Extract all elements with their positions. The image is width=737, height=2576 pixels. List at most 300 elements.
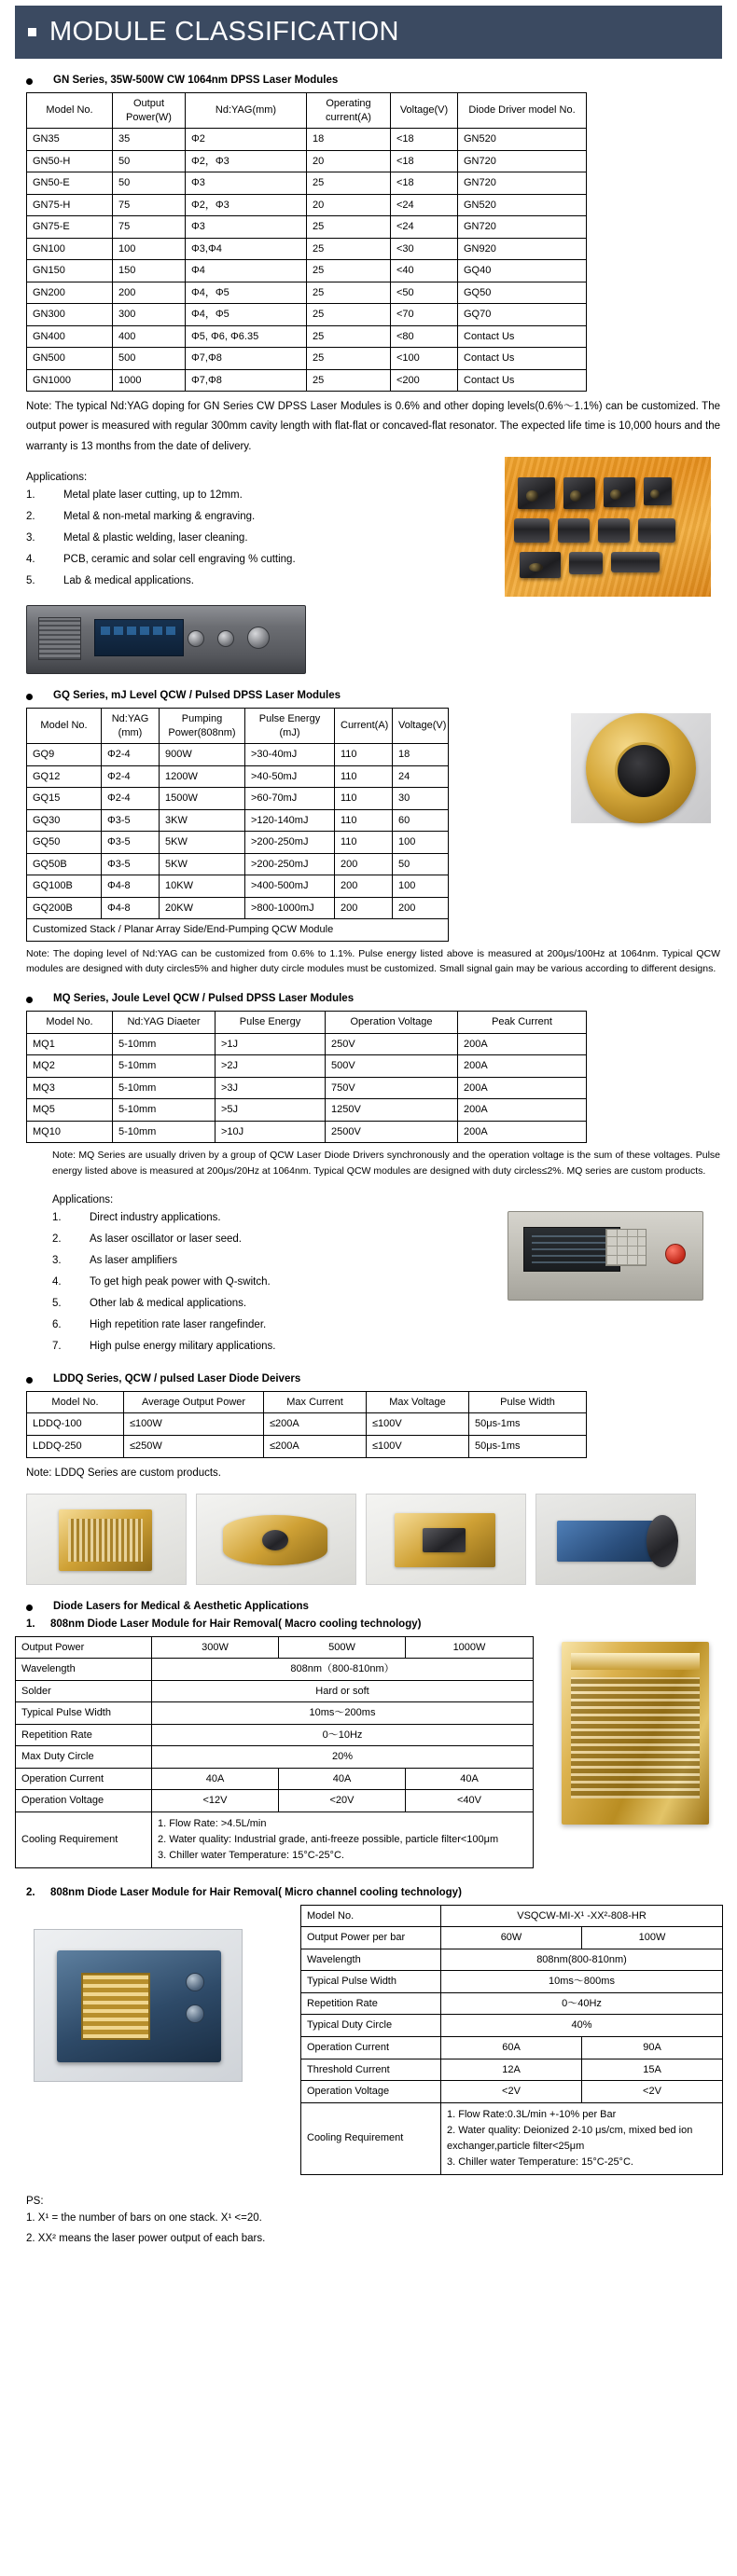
cell-current: 110 <box>335 744 393 766</box>
cell-value: 808nm(800-810nm) <box>441 1949 723 1971</box>
cell-model: GN50-H <box>27 150 113 172</box>
table-row <box>301 1927 723 1949</box>
table-row <box>27 1121 587 1143</box>
row-label-duty-circle: Max Duty Circle <box>16 1746 152 1769</box>
col-pumping-power: Pumping Power(808nm) <box>160 709 245 744</box>
col-ndyag: Nd:YAG (mm) <box>102 709 160 744</box>
section-heading-gn <box>26 75 737 86</box>
cell-voltage: <40 <box>391 260 458 282</box>
cell-voltage: <100 <box>391 348 458 370</box>
cell-power: 75 <box>113 194 186 216</box>
cell-diameter: 5-10mm <box>113 1099 216 1122</box>
cell-value: 12A <box>441 2059 582 2081</box>
row-label-cooling: Cooling Requirement <box>301 2102 441 2174</box>
cell-current: 25 <box>307 348 391 370</box>
cell-model: MQ1 <box>27 1033 113 1055</box>
cell-max-current: ≤200A <box>264 1436 367 1458</box>
cell-value: 40% <box>441 2015 723 2037</box>
cell-voltage: 24 <box>393 765 449 788</box>
cell-pump: 900W <box>160 744 245 766</box>
row-label-threshold-current: Threshold Current <box>301 2059 441 2081</box>
cell-ndyag: Φ3 <box>186 172 307 195</box>
subsection-title: 808nm Diode Laser Module for Hair Removal( Micro channel cooling technology) <box>50 1886 462 1898</box>
cooling-item: 3. Chiller water Temperature: 15°C-25°C. <box>447 2156 633 2168</box>
cell-power: 300 <box>113 304 186 326</box>
micro-cooling-spec-table <box>300 1905 723 2175</box>
table-row <box>27 238 587 260</box>
cell-model: GQ30 <box>27 809 102 832</box>
col-peak-current: Peak Current <box>458 1012 587 1034</box>
cell-model: GN50-E <box>27 172 113 195</box>
list-text: Direct industry applications. <box>90 1211 221 1223</box>
cell-energy: >60-70mJ <box>245 788 335 810</box>
col-model: Model No. <box>27 1012 113 1034</box>
table-row <box>27 282 587 304</box>
list-item <box>52 1336 737 1357</box>
table-row <box>27 765 449 788</box>
cell-voltage: <70 <box>391 304 458 326</box>
col-avg-output-power: Average Output Power <box>124 1391 264 1413</box>
cell-model: MQ10 <box>27 1121 113 1143</box>
cell-pump: 1200W <box>160 765 245 788</box>
cell-diameter: 5-10mm <box>113 1077 216 1099</box>
cell-voltage: 30 <box>393 788 449 810</box>
cell-model: GN500 <box>27 348 113 370</box>
cell-model: GN35 <box>27 129 113 151</box>
list-index: 5. <box>52 1297 62 1309</box>
table-row <box>27 150 587 172</box>
cell-voltage: <50 <box>391 282 458 304</box>
cell-current: 110 <box>335 832 393 854</box>
cell-diameter: 5-10mm <box>113 1055 216 1078</box>
cell-voltage: 100 <box>393 832 449 854</box>
col-model: Model No. <box>27 709 102 744</box>
cell-avg-power: ≤250W <box>124 1436 264 1458</box>
cell-model: GQ200B <box>27 897 102 919</box>
table-row <box>301 1971 723 1993</box>
cell-current: 200 <box>335 897 393 919</box>
photo-808nm-diode-stack <box>562 1642 709 1825</box>
lddq-note: Note: LDDQ Series are custom products. <box>26 1467 221 1479</box>
gq-spec-table <box>26 708 449 942</box>
cooling-item: 2. Water quality: Deionized 2-10 μs/cm, mixed bed ion exchanger,particle filter<25μm <box>447 2124 693 2152</box>
photo-gold-cavity-module <box>366 1494 526 1585</box>
cell-current: 200 <box>335 853 393 875</box>
cell-energy: >30-40mJ <box>245 744 335 766</box>
lddq-table-body <box>27 1413 587 1457</box>
panel-keypad <box>605 1229 647 1266</box>
section-heading-gq <box>26 690 737 701</box>
table-row <box>16 1680 534 1702</box>
ps-title: PS: <box>26 2195 44 2207</box>
photo-gold-bar-module <box>26 1494 187 1585</box>
cell-driver: GN720 <box>458 172 587 195</box>
row-label-operation-voltage: Operation Voltage <box>301 2081 441 2103</box>
cell-energy: >10J <box>216 1121 326 1143</box>
col-model: Model No. <box>27 93 113 129</box>
photo-qcw-stack-module <box>196 1494 356 1585</box>
gq-note: Note: The doping level of Nd:YAG can be customized from 0.6% to 1.1%. Pulse energy listed above is measured at 200μs/100Hz at 1064nm. Typical QCW modules are designed with duty circles5% and higher duty circle modules must be customized. Small signal gain may be various according to different designs. <box>26 947 720 975</box>
photo-micro-channel-module <box>34 1929 243 2082</box>
cell-ndyag: Φ4 <box>186 260 307 282</box>
table-row <box>16 1659 534 1681</box>
cell-ndyag: Φ4，Φ5 <box>186 282 307 304</box>
cooling-item: 1. Flow Rate:0.3L/min +-10% per Bar <box>447 2108 617 2120</box>
table-row <box>27 260 587 282</box>
cell-value: 15A <box>582 2059 723 2081</box>
col-voltage: Voltage(V) <box>391 93 458 129</box>
table-row <box>27 809 449 832</box>
cell-energy: >3J <box>216 1077 326 1099</box>
cell-model: GN400 <box>27 325 113 348</box>
cell-voltage: <18 <box>391 150 458 172</box>
gn-note: Note: The typical Nd:YAG doping for GN Series CW DPSS Laser Modules is 0.6% and other doping levels(0.6%～1.1%) can be customized. The output power is measured with regular 300mm cavity length with flat-flat or concaved-flat resonator. The expected life time is 10,000 hours and the warranty is 13 months from the date of delivery. <box>26 401 720 452</box>
cell-value: 40A <box>279 1768 406 1790</box>
cell-ndyag: Φ2，Φ3 <box>186 194 307 216</box>
list-index: 2. <box>52 1233 62 1245</box>
cell-value: 40A <box>152 1768 279 1790</box>
cell-model: GN200 <box>27 282 113 304</box>
list-index: 1. <box>52 1211 62 1223</box>
cell-ndyag: Φ3 <box>186 216 307 239</box>
catalog-page <box>0 6 737 2284</box>
lddq-heading-label: LDDQ Series, QCW / pulsed Laser Diode Deivers <box>53 1372 301 1384</box>
table-row <box>27 875 449 898</box>
list-index: 5. <box>26 575 35 587</box>
cell-current: 25 <box>307 172 391 195</box>
cell-ndyag: Φ2-4 <box>102 765 160 788</box>
cell-ndyag: Φ3-5 <box>102 853 160 875</box>
cell-voltage: 200 <box>393 897 449 919</box>
photo-rack-power-supply <box>26 605 737 674</box>
table-row <box>301 1949 723 1971</box>
cell-driver: GQ40 <box>458 260 587 282</box>
cell-pump: 3KW <box>160 809 245 832</box>
subsection-title: 808nm Diode Laser Module for Hair Removal( Macro cooling technology) <box>50 1618 422 1630</box>
cooling-item: 2. Water quality: Industrial grade, anti-freeze possible, particle filter<100μm <box>158 1833 499 1845</box>
cell-value: 20% <box>152 1746 534 1769</box>
table-row <box>27 919 449 942</box>
cell-voltage: 60 <box>393 809 449 832</box>
row-label-operation-current: Operation Current <box>301 2037 441 2059</box>
table-row <box>16 1811 534 1867</box>
col-driver-model: Diode Driver model No. <box>458 93 587 129</box>
cell-voltage: <80 <box>391 325 458 348</box>
list-index: 3. <box>26 532 35 544</box>
table-row <box>27 1077 587 1099</box>
cell-power: 35 <box>113 129 186 151</box>
ps-line-2: 2. XX² means the laser power output of each bars. <box>26 2233 266 2245</box>
photo-blue-laser-head <box>535 1494 696 1585</box>
cell-value: <12V <box>152 1790 279 1812</box>
cell-driver: Contact Us <box>458 325 587 348</box>
cell-power: 75 <box>113 216 186 239</box>
cell-power: 200 <box>113 282 186 304</box>
table-row <box>301 1992 723 2015</box>
table-row <box>301 2102 723 2174</box>
cell-model: GQ12 <box>27 765 102 788</box>
cell-current: 20 <box>307 194 391 216</box>
row-label-solder: Solder <box>16 1680 152 1702</box>
cell-voltage: <30 <box>391 238 458 260</box>
subsection-heading-808-micro <box>26 1887 737 1898</box>
cell-customized-stack: Customized Stack / Planar Array Side/End-Pumping QCW Module <box>27 919 449 942</box>
gn-heading-label: GN Series, 35W-500W CW 1064nm DPSS Laser Modules <box>53 75 339 86</box>
cell-energy: >5J <box>216 1099 326 1122</box>
table-row <box>27 325 587 348</box>
cell-peak-current: 200A <box>458 1077 587 1099</box>
cell-power: 50 <box>113 150 186 172</box>
table-row <box>27 304 587 326</box>
col-max-voltage: Max Voltage <box>367 1391 469 1413</box>
cell-value: <2V <box>441 2081 582 2103</box>
cell-ndyag: Φ5, Φ6, Φ6.35 <box>186 325 307 348</box>
cell-pump: 10KW <box>160 875 245 898</box>
col-ndyag-diameter: Nd:YAG Diaeter <box>113 1012 216 1034</box>
cell-voltage: 100 <box>393 875 449 898</box>
photo-control-panel-unit <box>508 1211 703 1301</box>
table-row <box>301 2059 723 2081</box>
cell-value: <2V <box>582 2081 723 2103</box>
cell-power: 500 <box>113 348 186 370</box>
cell-power: 150 <box>113 260 186 282</box>
col-operation-voltage: Operation Voltage <box>326 1012 458 1034</box>
cell-current: 25 <box>307 216 391 239</box>
cell-voltage: <200 <box>391 369 458 392</box>
cell-peak-current: 200A <box>458 1055 587 1078</box>
cell-energy: >2J <box>216 1055 326 1078</box>
cell-ndyag: Φ2，Φ3 <box>186 150 307 172</box>
col-output-power: Output Power(W) <box>113 93 186 129</box>
list-text: As laser amplifiers <box>90 1254 177 1266</box>
row-label-output-power: Output Power <box>16 1636 152 1659</box>
cell-current: 25 <box>307 325 391 348</box>
table-row <box>27 744 449 766</box>
cell-current: 25 <box>307 282 391 304</box>
table-row <box>27 348 587 370</box>
list-text: Metal & plastic welding, laser cleaning. <box>63 532 248 544</box>
col-pulse-width: Pulse Width <box>469 1391 587 1413</box>
list-text: High pulse energy military applications. <box>90 1340 276 1352</box>
rack-display <box>94 619 184 656</box>
row-label-power-per-bar: Output Power per bar <box>301 1927 441 1949</box>
subsection-number: 1. <box>26 1618 35 1630</box>
cell-pump: 5KW <box>160 832 245 854</box>
row-label-repetition-rate: Repetition Rate <box>16 1724 152 1746</box>
table-row <box>27 172 587 195</box>
cell-energy: >800-1000mJ <box>245 897 335 919</box>
cell-current: 25 <box>307 260 391 282</box>
list-index: 7. <box>52 1340 62 1352</box>
table-row <box>27 129 587 151</box>
cell-max-voltage: ≤100V <box>367 1413 469 1436</box>
list-text: As laser oscillator or laser seed. <box>90 1233 242 1245</box>
table-row <box>301 2081 723 2103</box>
cell-model: GQ9 <box>27 744 102 766</box>
cell-model: LDDQ-250 <box>27 1436 124 1458</box>
cell-value: 40A <box>406 1768 534 1790</box>
mq-table-body <box>27 1033 587 1143</box>
cell-current: 18 <box>307 129 391 151</box>
cell-pump: 20KW <box>160 897 245 919</box>
cell-model: LDDQ-100 <box>27 1413 124 1436</box>
cell-peak-current: 200A <box>458 1121 587 1143</box>
row-label-operation-voltage: Operation Voltage <box>16 1790 152 1812</box>
cell-driver: GN720 <box>458 216 587 239</box>
cell-cooling-requirements <box>152 1811 534 1867</box>
cell-driver: GN520 <box>458 129 587 151</box>
cooling-item: 3. Chiller water Temperature: 15°C-25°C. <box>158 1849 344 1861</box>
table-header-row <box>27 1391 587 1413</box>
rack-knob <box>247 627 270 649</box>
table-row <box>27 369 587 392</box>
cell-voltage: <18 <box>391 129 458 151</box>
cell-voltage: 2500V <box>326 1121 458 1143</box>
cell-diameter: 5-10mm <box>113 1121 216 1143</box>
cell-current: 110 <box>335 765 393 788</box>
table-row <box>27 853 449 875</box>
cell-value: VSQCW-MI-X¹ -XX²-808-HR <box>441 1905 723 1927</box>
cell-ndyag: Φ4，Φ5 <box>186 304 307 326</box>
list-text: Lab & medical applications. <box>63 575 194 587</box>
list-index: 6. <box>52 1318 62 1330</box>
gq-table-body <box>27 744 449 942</box>
list-text: High repetition rate laser rangefinder. <box>90 1318 267 1330</box>
cell-driver: GN920 <box>458 238 587 260</box>
cell-value: 808nm（800-810nm） <box>152 1659 534 1681</box>
rack-knob <box>217 630 234 647</box>
cell-ndyag: Φ4-8 <box>102 897 160 919</box>
macro-cooling-spec-table <box>15 1636 534 1868</box>
micro-table-body <box>301 1905 723 2174</box>
rack-vent <box>38 617 81 660</box>
row-label-pulse-width: Typical Pulse Width <box>16 1702 152 1725</box>
cell-value: 10ms～800ms <box>441 1971 723 1993</box>
cell-driver: GQ50 <box>458 282 587 304</box>
list-text: Other lab & medical applications. <box>90 1297 247 1309</box>
table-row <box>27 1055 587 1078</box>
list-text: PCB, ceramic and solar cell engraving % cutting. <box>63 554 296 566</box>
row-label-wavelength: Wavelength <box>16 1659 152 1681</box>
cell-current: 25 <box>307 369 391 392</box>
list-index: 4. <box>26 554 35 566</box>
cell-current: 110 <box>335 788 393 810</box>
cell-value: 90A <box>582 2037 723 2059</box>
cell-current: 25 <box>307 238 391 260</box>
cell-model: GN150 <box>27 260 113 282</box>
cell-ndyag: Φ3-5 <box>102 832 160 854</box>
col-model: Model No. <box>27 1391 124 1413</box>
cell-energy: >400-500mJ <box>245 875 335 898</box>
cell-avg-power: ≤100W <box>124 1413 264 1436</box>
subsection-number: 2. <box>26 1886 35 1898</box>
cell-model: GQ50 <box>27 832 102 854</box>
cell-model: GN75-E <box>27 216 113 239</box>
bullet-icon <box>26 78 33 85</box>
medical-heading-label: Diode Lasers for Medical & Aesthetic Applications <box>53 1600 309 1612</box>
cell-energy: >120-140mJ <box>245 809 335 832</box>
col-operating-current: Operating current(A) <box>307 93 391 129</box>
macro-table-body <box>16 1636 534 1867</box>
table-row <box>16 1746 534 1769</box>
table-row <box>27 1436 587 1458</box>
cell-model: GQ15 <box>27 788 102 810</box>
table-row <box>16 1702 534 1725</box>
cooling-item: 1. Flow Rate: >4.5L/min <box>158 1817 267 1829</box>
gn-applications-title: Applications: <box>26 472 88 484</box>
cell-power: 50 <box>113 172 186 195</box>
row-label-model: Model No. <box>301 1905 441 1927</box>
cell-current: 110 <box>335 809 393 832</box>
cell-pulse-width: 50μs-1ms <box>469 1436 587 1458</box>
col-max-current: Max Current <box>264 1391 367 1413</box>
cell-ndyag: Φ2 <box>186 129 307 151</box>
cell-voltage: 1250V <box>326 1099 458 1122</box>
cell-value: 0～40Hz <box>441 1992 723 2015</box>
section-heading-medical <box>26 1601 737 1612</box>
cell-voltage: 750V <box>326 1077 458 1099</box>
list-text: Metal & non-metal marking & engraving. <box>63 511 256 523</box>
col-ndyag: Nd:YAG(mm) <box>186 93 307 129</box>
list-item <box>52 1315 737 1336</box>
cell-model: GN75-H <box>27 194 113 216</box>
cell-voltage: <24 <box>391 216 458 239</box>
cell-model: GN300 <box>27 304 113 326</box>
row-label-duty-circle: Typical Duty Circle <box>301 2015 441 2037</box>
cell-value: Hard or soft <box>152 1680 534 1702</box>
gn-spec-table <box>26 92 587 392</box>
cell-value: 60W <box>441 1927 582 1949</box>
cell-ndyag: Φ2-4 <box>102 744 160 766</box>
row-label-operation-current: Operation Current <box>16 1768 152 1790</box>
cell-ndyag: Φ3-5 <box>102 809 160 832</box>
cell-power: 1000 <box>113 369 186 392</box>
cell-peak-current: 200A <box>458 1099 587 1122</box>
cell-value: 60A <box>441 2037 582 2059</box>
row-label-cooling: Cooling Requirement <box>16 1811 152 1867</box>
col-voltage: Voltage(V) <box>393 709 449 744</box>
cell-value: <20V <box>279 1790 406 1812</box>
cell-model: MQ3 <box>27 1077 113 1099</box>
cell-driver: Contact Us <box>458 348 587 370</box>
cell-voltage: <24 <box>391 194 458 216</box>
table-row <box>301 2037 723 2059</box>
table-row <box>27 1099 587 1122</box>
banner-square-icon <box>28 28 36 36</box>
cell-value: 0～10Hz <box>152 1724 534 1746</box>
cell-voltage: 50 <box>393 853 449 875</box>
cell-current: 200 <box>335 875 393 898</box>
table-header-row <box>27 709 449 744</box>
photo-dpss-laser-modules <box>505 457 711 597</box>
cell-ndyag: Φ7,Φ8 <box>186 348 307 370</box>
cell-model: MQ5 <box>27 1099 113 1122</box>
cell-ndyag: Φ7,Φ8 <box>186 369 307 392</box>
cell-power: 100 <box>113 238 186 260</box>
cell-value: 1000W <box>406 1636 534 1659</box>
cell-energy: >1J <box>216 1033 326 1055</box>
cell-driver: GQ70 <box>458 304 587 326</box>
cell-diameter: 5-10mm <box>113 1033 216 1055</box>
cell-current: 25 <box>307 304 391 326</box>
gq-heading-label: GQ Series, mJ Level QCW / Pulsed DPSS Laser Modules <box>53 690 341 702</box>
col-pulse-energy: Pulse Energy <box>216 1012 326 1034</box>
rack-knob <box>188 630 204 647</box>
panel-power-button <box>665 1244 686 1264</box>
table-header-row <box>27 93 587 129</box>
product-photo-strip <box>26 1494 737 1585</box>
bullet-icon <box>26 1605 33 1611</box>
